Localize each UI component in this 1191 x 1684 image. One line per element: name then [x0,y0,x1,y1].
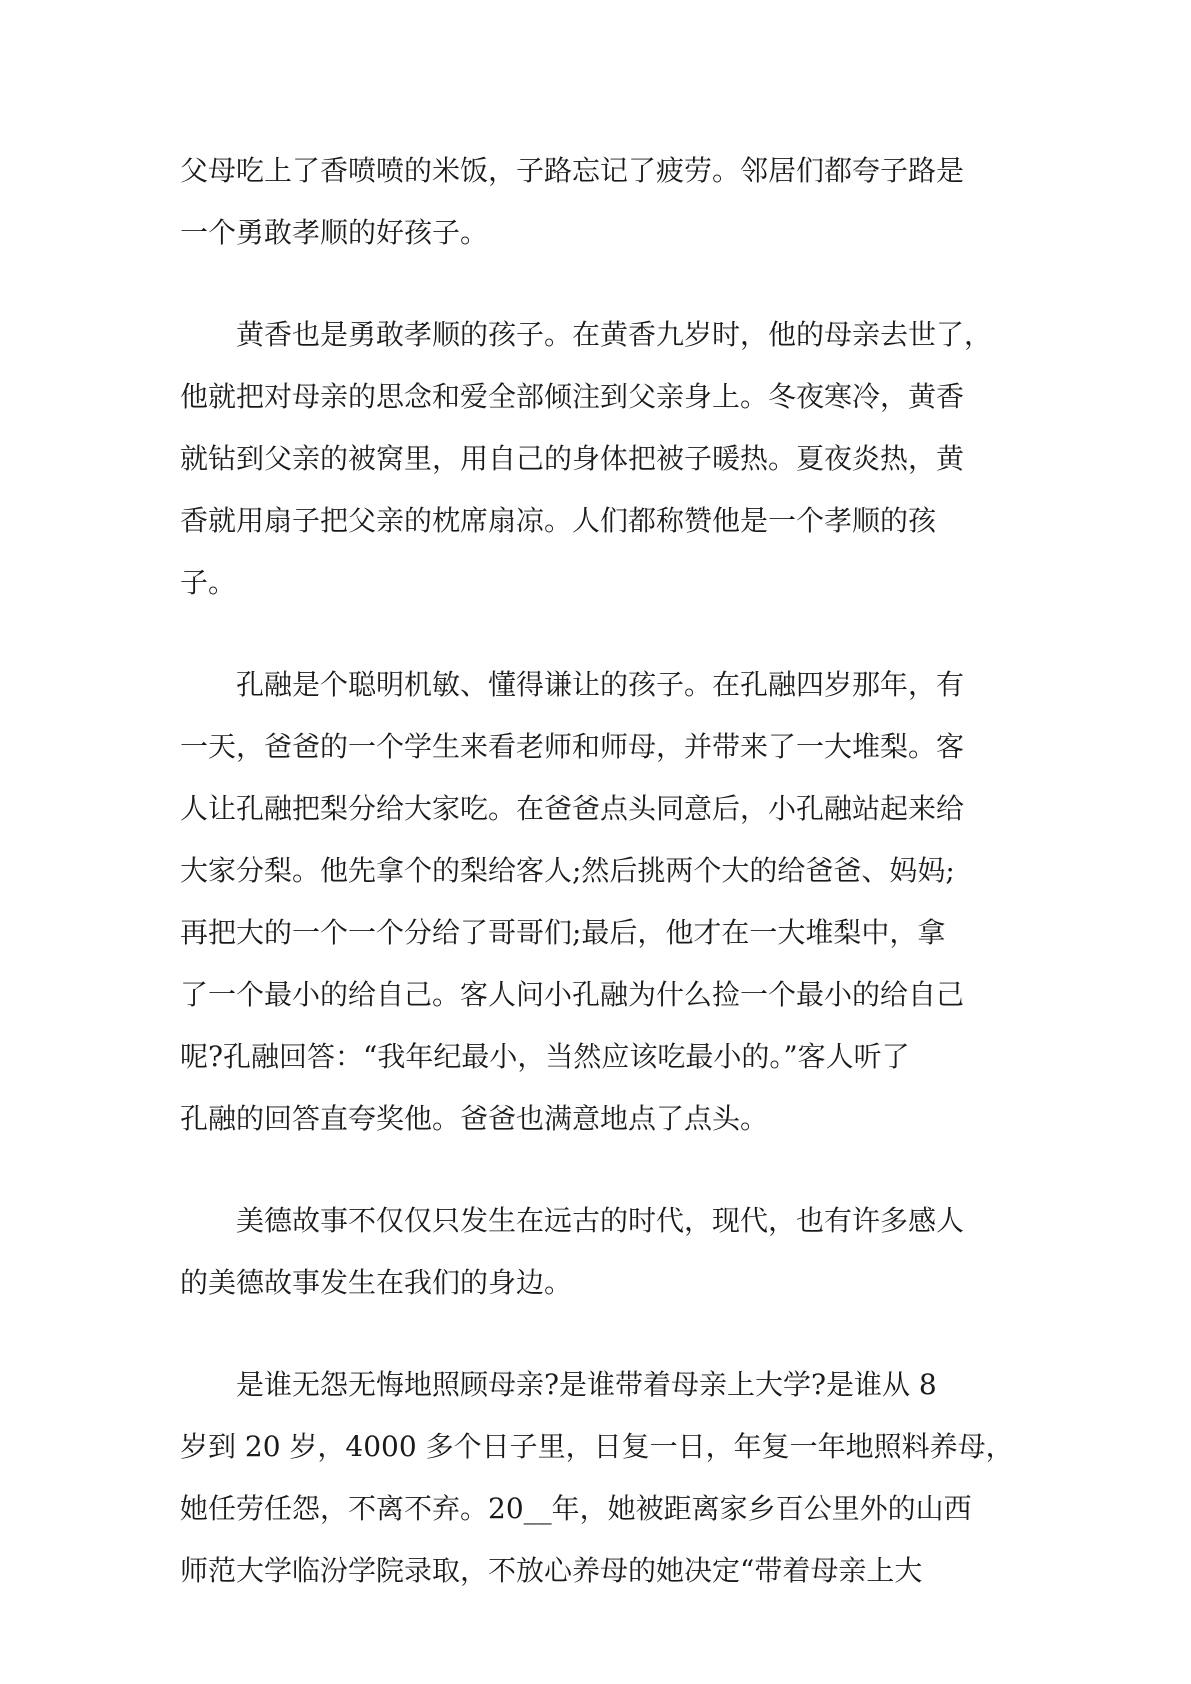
text-line: 岁到 20 岁，4000 多个日子里，日复一日，年复一年地照料养母， [180,1430,1014,1463]
text-line: 大家分梨。他先拿个的梨给客人;然后挑两个大的给爸爸、妈妈; [180,854,955,887]
document-page [180,140,1020,1642]
text-line: 她任劳任怨，不离不弃。20__年，她被距离家乡百公里外的山西 [180,1492,972,1525]
text-line: 他就把对母亲的思念和爱全部倾注到父亲身上。冬夜寒冷，黄香 [180,380,965,413]
paragraph-huangxiang [180,304,1020,614]
text-line: 父母吃上了香喷喷的米饭，子路忘记了疲劳。邻居们都夸子路是 [180,154,965,187]
text-line: 是谁无怨无悔地照顾母亲?是谁带着母亲上大学?是谁从 8 [236,1368,937,1401]
text-line: 就钻到父亲的被窝里，用自己的身体把被子暖热。夏夜炎热，黄 [180,442,965,475]
text-line: 的美德故事发生在我们的身边。 [180,1266,573,1299]
paragraph-modern-virtue [180,1190,1020,1314]
text-line: 再把大的一个一个分给了哥哥们;最后，他才在一大堆梨中，拿 [180,916,946,949]
text-line: 美德故事不仅仅只发生在远古的时代，现代，也有许多感人 [236,1204,965,1237]
text-line: 黄香也是勇敢孝顺的孩子。在黄香九岁时，他的母亲去世了， [236,318,993,351]
text-line: 一天，爸爸的一个学生来看老师和师母，并带来了一大堆梨。客 [180,730,965,763]
text-line: 香就用扇子把父亲的枕席扇凉。人们都称赞他是一个孝顺的孩 [180,504,937,537]
text-line: 孔融是个聪明机敏、懂得谦让的孩子。在孔融四岁那年，有 [236,668,965,701]
text-line: 子。 [180,566,237,599]
paragraph-zilu-ending [180,140,1020,264]
text-line: 人让孔融把梨分给大家吃。在爸爸点头同意后，小孔融站起来给 [180,792,965,825]
paragraph-kongrong [180,654,1020,1150]
paragraph-caring-mother [180,1354,1020,1602]
text-line: 师范大学临汾学院录取，不放心养母的她决定“带着母亲上大 [180,1554,923,1587]
text-line: 了一个最小的给自己。客人问小孔融为什么捡一个最小的给自己 [180,978,965,1011]
text-line: 呢?孔融回答：“我年纪最小，当然应该吃最小的。”客人听了 [180,1040,910,1073]
text-line: 一个勇敢孝顺的好孩子。 [180,216,489,249]
text-line: 孔融的回答直夸奖他。爸爸也满意地点了点头。 [180,1102,769,1135]
